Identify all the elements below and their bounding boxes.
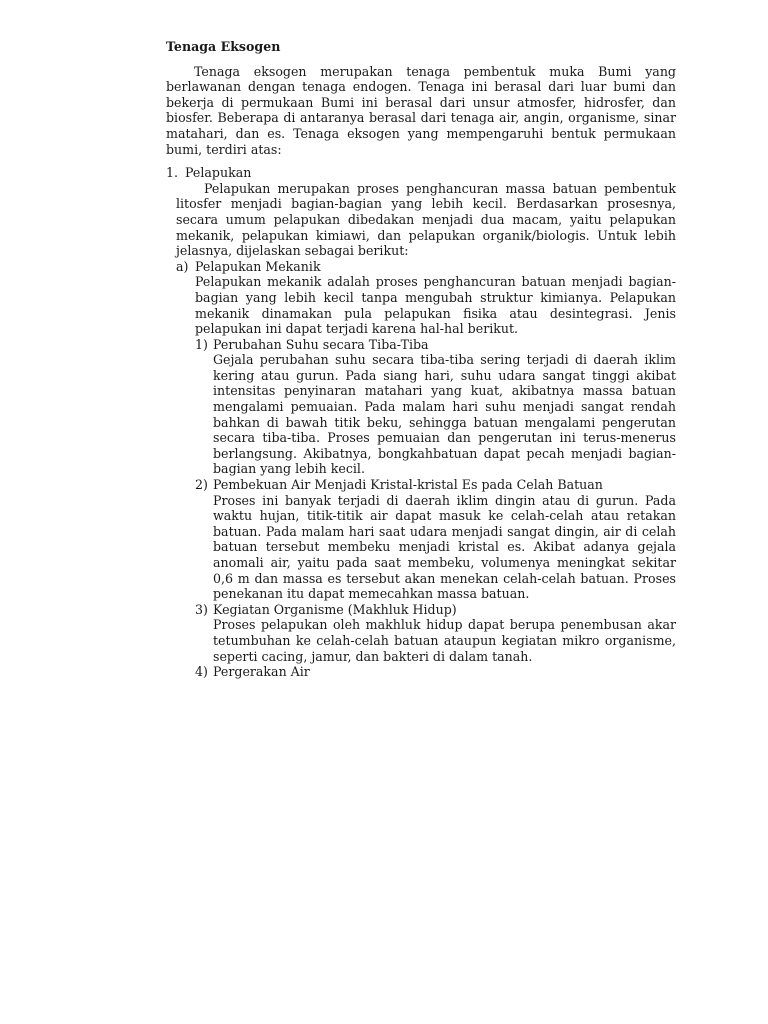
list-marker: 2) [195,477,208,493]
list-marker: 4) [195,664,208,680]
section-1-heading: Pelapukan [185,165,252,181]
list-marker: 1) [195,336,208,352]
list-item-2-heading: Pembekuan Air Menjadi Kristal-kristal Es pada Celah Batuan [213,477,603,493]
list-item-1-body: Gejala perubahan suhu secara tiba-tiba sering terjadi di daerah iklim kering atau gurun. Pada siang hari, suhu udara sangat tinggi akibat intensitas penyinaran matahari yang kuat, akibatnya massa batuan mengalami pemuaian. Pada malam hari suhu menjadi sangat rendah bahkan di bawah titik beku, sehingga batuan mengalami pengerutan secara tiba-tiba. Proses pemuaian dan pengerutan ini terus-menerus berlangsung. Akibatnya, bongkahbatuan dapat pecah menjadi bagian-bagian yang lebih kecil. [213,352,676,477]
list-item-1-heading: Perubahan Suhu secara Tiba-Tiba [213,336,429,352]
intro-paragraph: Tenaga eksogen merupakan tenaga pembentuk muka Bumi yang berlawanan dengan tenaga endogen. Tenaga ini berasal dari luar bumi dan bekerja di permukaan Bumi ini berasal dari unsur atmosfer, hidrosfer, dan biosfer. Beberapa di antaranya berasal dari tenaga air, angin, organisme, sinar matahari, dan es. Tenaga eksogen yang mempengaruhi bentuk permukaan bumi, terdiri atas: [166,63,676,157]
section-1-heading-row [166,165,676,181]
list-item-2-body: Proses ini banyak terjadi di daerah iklim dingin atau di gurun. Pada waktu hujan, titik-titik air dapat masuk ke celah-celah atau retakan batuan. Pada malam hari saat udara menjadi sangat dingin, air di celah batuan tersebut membeku menjadi kristal es. Akibat adanya gejala anomali air, yaitu pada saat membeku, volumenya meningkat sekitar 0,6 m dan massa es tersebut akan menekan celah-celah batuan. Proses penekanan itu dapat memecahkan massa batuan. [213,492,676,602]
list-item-3-heading: Kegiatan Organisme (Makhluk Hidup) [213,601,457,617]
subsection-a-body: Pelapukan mekanik adalah proses penghancuran batuan menjadi bagian-bagian yang lebih kecil tanpa mengubah struktur kimianya. Pelapukan mekanik dinamakan pula pelapukan fisika atau desintegrasi. Jenis pelapukan ini dapat terjadi karena hal-hal berikut. [195,274,676,337]
list-marker: 1. [166,165,179,181]
list-marker: a) [176,258,189,274]
list-item-1-heading-row [195,337,676,353]
list-marker: 3) [195,601,208,617]
subsection-a-heading: Pelapukan Mekanik [195,258,321,274]
list-item-4-heading: Pergerakan Air [213,664,310,680]
subsection-a [176,259,676,680]
list-item-3-heading-row [195,602,676,618]
list-item-2 [195,477,676,602]
list-item-2-heading-row [195,477,676,493]
list-item-3 [195,602,676,664]
list-item-3-body: Proses pelapukan oleh makhluk hidup dapat berupa penembusan akar tetumbuhan ke celah-celah batuan ataupun kegiatan mikro organisme, seperti cacing, jamur, dan bakteri di dalam tanah. [213,617,676,664]
document-column [166,39,676,680]
list-item-4 [195,664,676,680]
document-title: Tenaga Eksogen [166,39,281,54]
list-item-1 [195,337,676,477]
section-1-body: Pelapukan merupakan proses penghancuran massa batuan pembentuk litosfer menjadi bagian-bagian yang lebih kecil. Berdasarkan prosesnya, secara umum pelapukan dibedakan menjadi dua macam, yaitu pelapukan mekanik, pelapukan kimiawi, dan pelapukan organik/biologis. Untuk lebih jelasnya, dijelaskan sebagai berikut: [176,180,676,259]
subsection-a-heading-row [176,259,676,275]
section-1 [166,165,676,680]
list-item-4-heading-row [195,664,676,680]
